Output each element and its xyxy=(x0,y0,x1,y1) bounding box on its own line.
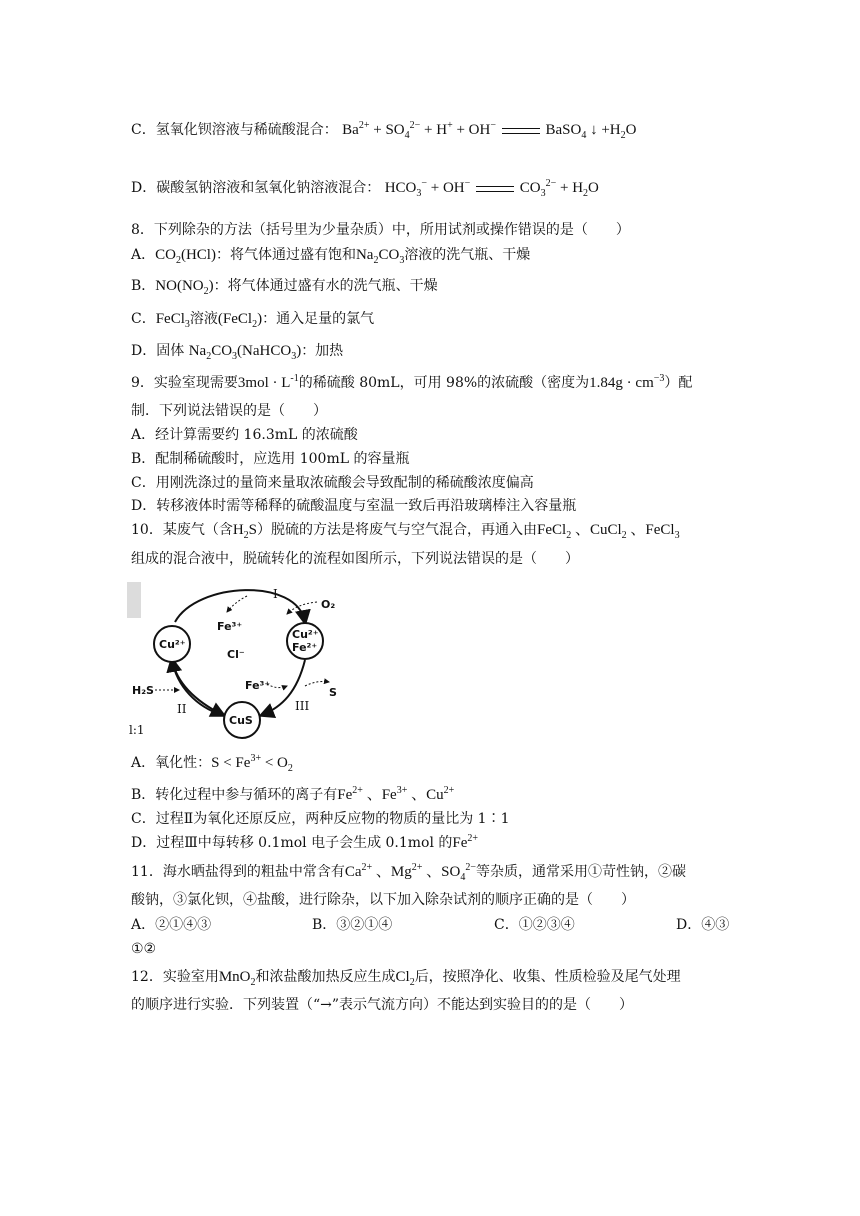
q7-option-d: D．碳酸氢钠溶液和氢氧化钠溶液混合： $HCO_3^- + OH^-$ $CO_3^{2-} + H_2O$ xyxy=(131,178,599,199)
q10-stem-2: 组成的混合液中，脱硫转化的流程如图所示，下列说法错误的是（ ） xyxy=(131,551,579,567)
q11-stem-2: 酸钠，③氯化钡，④盐酸，进行除杂，以下加入除杂试剂的顺序正确的是（ ） xyxy=(131,892,635,908)
q12-stem-2: 的顺序进行实验．下列装置（“→”表示气流方向）不能达到实验目的的是（ ） xyxy=(131,997,634,1013)
cycle-arc-top xyxy=(175,590,305,622)
o2-label: O₂ xyxy=(321,598,336,611)
formula: $Ba^{2+} + SO_4^{2-} + H^+ + OH^-$ BaSO$_4$ ↓ $+H_2O$ xyxy=(342,120,637,141)
diagram-corner-text: l:1 xyxy=(129,723,145,737)
fe3plus-label-bottom: Fe³⁺ xyxy=(245,679,271,692)
cl-minus-label: Cl⁻ xyxy=(227,648,245,661)
q10-option-a: A．氧化性：$S < Fe^{3+} < O_2$ xyxy=(131,753,293,774)
arrow-to-fe3 xyxy=(227,596,247,612)
q9-option-a: A．经计算需要约 16.3mL 的浓硫酸 xyxy=(131,427,358,443)
q9-option-d: D．转移液体时需等稀释的硫酸温度与室温一致后再沿玻璃棒注入容量瓶 xyxy=(131,498,577,514)
q12-stem: 12．实验室用MnO$_2$和浓盐酸加热反应生成$Cl_2$后，按照净化、收集、性质检验及尾气处理 xyxy=(131,969,681,988)
q11-option-a: A．②①④③ xyxy=(131,917,212,933)
h2s-label: H₂S xyxy=(132,684,154,697)
reaction-ii-label: II xyxy=(177,702,187,716)
q7-option-c: C．氢氧化钡溶液与稀硫酸混合： $Ba^{2+} + SO_4^{2-} + H^+ + OH^-$ BaSO$_4$ ↓ $+H_2O$ xyxy=(131,120,637,141)
q8-option-a: A．$CO_2(HCl)$：将气体通过盛有饱和$Na_2CO_3$溶液的洗气瓶、干燥 xyxy=(131,247,531,266)
desulfurization-cycle-diagram xyxy=(127,572,367,742)
q8-option-d: D．固体 $Na_2CO_3(NaHCO_3)$：加热 xyxy=(131,343,344,362)
s-label: S xyxy=(329,686,337,699)
q9-stem-2: 制．下列说法错误的是（ ） xyxy=(131,403,327,419)
formula: $HCO_3^- + OH^-$ $CO_3^{2-} + H_2O$ xyxy=(384,178,599,199)
cus-label: CuS xyxy=(229,714,253,727)
q8-option-c: C．FeCl$_3$溶液(FeCl$_2$)：通入足量的氯气 xyxy=(131,311,375,330)
q9-option-b: B．配制稀硫酸时，应选用 100mL 的容量瓶 xyxy=(131,451,410,467)
cu2plus-label: Cu²⁺ xyxy=(159,638,186,651)
q8-option-b: B．$NO(NO_2)$：将气体通过盛有水的洗气瓶、干燥 xyxy=(131,278,438,297)
q11-option-d: D．④③ xyxy=(676,917,730,933)
q9-option-c: C．用刚洗涤过的量筒来量取浓硫酸会导致配制的稀硫酸浓度偏高 xyxy=(131,475,534,491)
scan-shadow xyxy=(127,582,141,618)
reaction-iii-label: III xyxy=(295,699,310,713)
cufe-fe-label: Fe²⁺ xyxy=(292,641,318,654)
q9-stem: 9．实验室现需要$3mol \cdot L^{-1}$的稀硫酸 80mL，可用 98%的浓硫酸（密度为$1.84g \cdot cm^{-3}$）配 xyxy=(131,373,693,391)
arrow-s-out xyxy=(305,682,329,687)
q11-option-c: C．①②③④ xyxy=(494,917,575,933)
q11-stem: 11．海水晒盐得到的粗盐中常含有$Ca^{2+}$ 、$Mg^{2+}$ 、$SO_4^{2-}$等杂质，通常采用①苛性钠，②碳 xyxy=(131,862,686,883)
cufe-cu-label: Cu²⁺ xyxy=(292,628,319,641)
q10-stem: 10．某废气（含$H_2S$）脱硫的方法是将废气与空气混合，再通入由FeCl$_2$ 、CuCl$_2$ 、FeCl$_3$ xyxy=(131,522,680,541)
q10-option-c: C．过程Ⅱ为氧化还原反应，两种反应物的物质的量比为 1∶1 xyxy=(131,811,510,827)
q8-stem: 8．下列除杂的方法（括号里为少量杂质）中，所用试剂或操作错误的是（ ） xyxy=(131,222,630,238)
q11-option-d-continued: ①② xyxy=(131,941,157,957)
reaction-i-label: I xyxy=(273,587,278,601)
q10-option-d: D．过程Ⅲ中每转移 0.1mol 电子会生成 0.1mol 的$Fe^{2+}$ xyxy=(131,833,479,851)
q10-option-b: B．转化过程中参与循环的离子有$Fe^{2+}$ 、$Fe^{3+}$ 、$Cu^{2+}$ xyxy=(131,785,455,803)
q11-option-b: B．③②①④ xyxy=(312,917,393,933)
fe3plus-label-top: Fe³⁺ xyxy=(217,620,243,633)
